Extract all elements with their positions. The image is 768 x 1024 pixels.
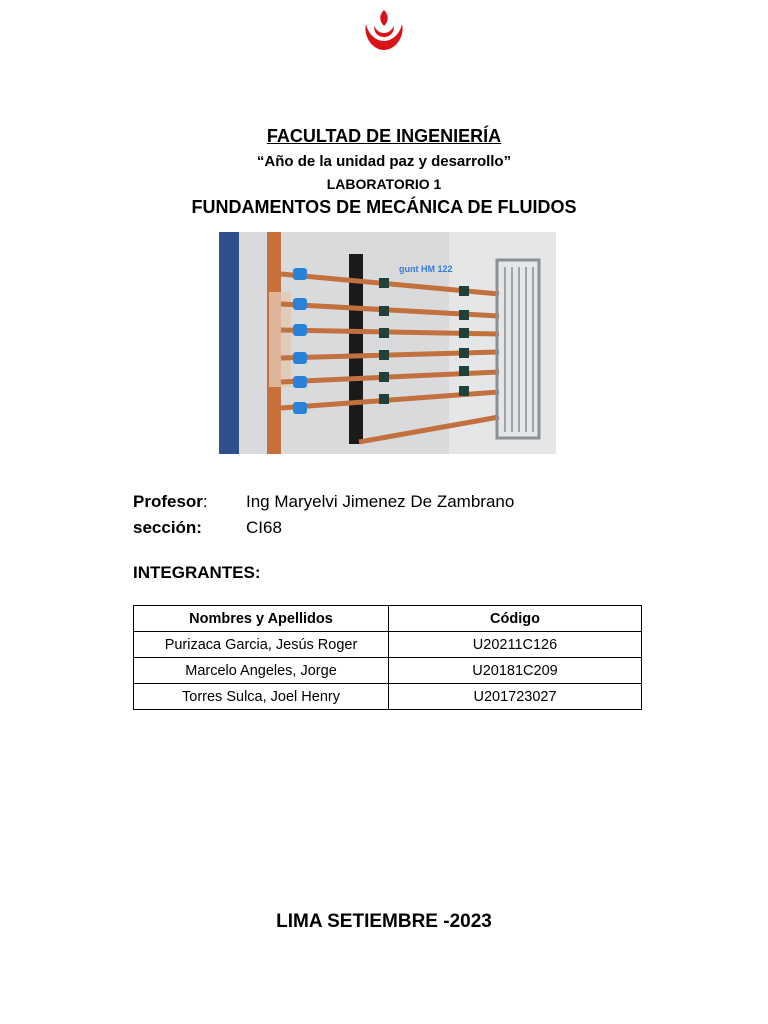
member-code: U201723027	[389, 684, 642, 710]
apparatus-photo	[219, 232, 556, 454]
member-name: Marcelo Angeles, Jorge	[134, 658, 389, 684]
course-title: FUNDAMENTOS DE MECÁNICA DE FLUIDOS	[191, 197, 577, 217]
seccion-value: CI68	[246, 518, 282, 537]
column-header: Código	[389, 606, 642, 632]
faculty-title: FACULTAD DE INGENIERÍA	[266, 126, 502, 146]
member-name: Purizaca Garcia, Jesús Roger	[134, 632, 389, 658]
university-logo	[360, 6, 408, 54]
year-motto: “Año de la unidad paz y desarrollo”	[256, 153, 512, 170]
member-name: Torres Sulca, Joel Henry	[134, 684, 389, 710]
member-code: U20211C126	[389, 632, 642, 658]
table-header-row	[134, 606, 642, 632]
integrantes-title: INTEGRANTES:	[133, 563, 261, 582]
footer-location-date: LIMA SETIEMBRE -2023	[276, 911, 492, 932]
integrantes-table	[133, 605, 642, 710]
table-row	[134, 632, 642, 658]
device-label: gunt HM 122	[399, 264, 453, 274]
lab-title: LABORATORIO 1	[326, 176, 442, 192]
profesor-label: Profesor:	[133, 492, 208, 511]
member-code: U20181C209	[389, 658, 642, 684]
table-row	[134, 684, 642, 710]
table-row	[134, 658, 642, 684]
profesor-value: Ing Maryelvi Jimenez De Zambrano	[246, 492, 515, 511]
seccion-label: sección:	[133, 518, 202, 537]
column-header: Nombres y Apellidos	[134, 606, 389, 632]
